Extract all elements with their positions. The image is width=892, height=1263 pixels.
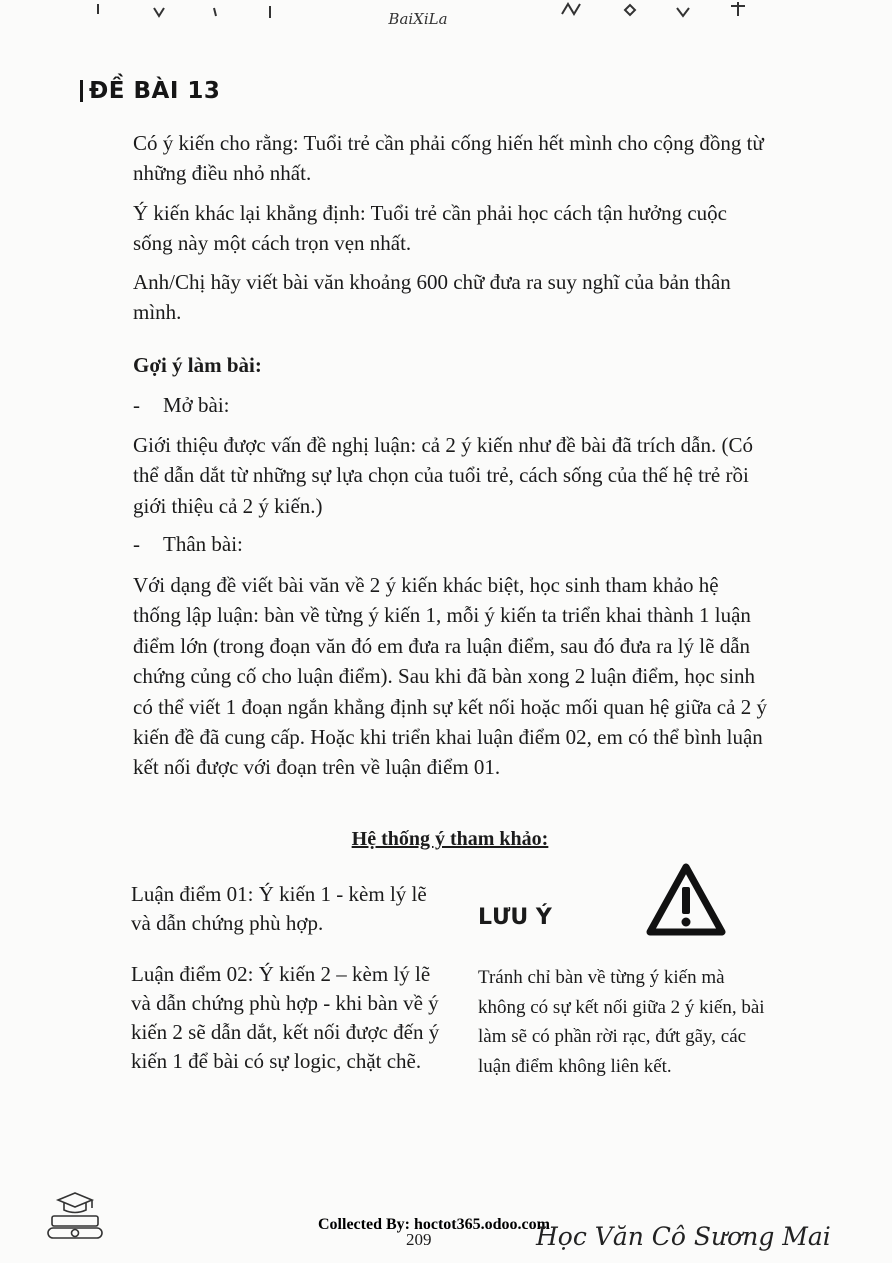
guide-heading: Gợi ý làm bài:: [133, 353, 262, 377]
than-bai-label: - Thân bài:: [133, 529, 767, 559]
page-title: ĐỀ BÀI 13: [80, 78, 220, 104]
prompt-paragraph-2: Ý kiến khác lại khẳng định: Tuổi trẻ cần phải học cách tận hưởng cuộc sống này một cách trọn vẹn nhất.: [133, 201, 727, 256]
point-1: Luận điểm 01: Ý kiến 1 - kèm lý lẽ và dẫn chứng phù hợp.: [131, 882, 427, 935]
note-text: Tránh chỉ bàn về từng ý kiến mà không có sự kết nối giữa 2 ý kiến, bài làm sẽ có phần rời rạc, đứt gãy, các luận điểm không liên kết.: [478, 967, 765, 1077]
mo-bai-label: - Mở bài:: [133, 390, 767, 420]
school-logo-icon: [44, 1190, 106, 1242]
mo-bai-text: Giới thiệu được vấn đề nghị luận: cả 2 ý kiến như đề bài đã trích dẫn. (Có thể dẫn dắt từ những sự lựa chọn của tuổi trẻ, cách sống của thế hệ trẻ rồi giới thiệu cả 2 ý kiến.): [133, 433, 753, 518]
prompt-paragraph-1: Có ý kiến cho rằng: Tuổi trẻ cần phải cống hiến hết mình cho cộng đồng từ những điều nhỏ nhất.: [133, 131, 764, 186]
point-2: Luận điểm 02: Ý kiến 2 – kèm lý lẽ và dẫn chứng phù hợp - khi bàn về ý kiến 2 sẽ dẫn dắt, kết nối được đến ý kiến 1 để bài có sự logic, chặt chẽ.: [131, 962, 440, 1073]
prompt-paragraph-3: Anh/Chị hãy viết bài văn khoảng 600 chữ đưa ra suy nghĩ của bản thân mình.: [133, 270, 731, 325]
title-marker: [80, 80, 83, 102]
warning-triangle-icon: [645, 862, 727, 938]
collected-by-text: Collected By: hoctot365.odoo.com: [318, 1216, 550, 1233]
page-number: 209: [406, 1230, 432, 1249]
author-signature: Học Văn Cô Sương Mai: [536, 1222, 831, 1251]
note-label: LƯU Ý: [478, 905, 552, 930]
than-bai-text: Với dạng đề viết bài văn về 2 ý kiến khác biệt, học sinh tham khảo hệ thống lập luận: bàn về từng ý kiến 1, mỗi ý kiến ta triển khai thành 1 luận điểm lớn (trong đoạn văn đó em đưa ra luận điểm, sau đó đưa ra lý lẽ dẫn chứng củng cố cho luận điểm). Sau khi đã bàn xong 2 luận điểm, học sinh có thể viết 1 đoạn ngắn khẳng định sự kết nối hoặc mối quan hệ giữa cả 2 ý kiến đề đã cung cấp. Hoặc khi triển khai luận điểm 02, em có thể bình luận kết nối được với đoạn trên về luận điểm 01.: [133, 573, 767, 780]
list-dash: -: [133, 532, 140, 556]
reference-heading: Hệ thống ý tham khảo:: [351, 828, 549, 850]
header-logo: BaiXiLa: [388, 10, 448, 28]
list-dash: -: [133, 393, 140, 417]
